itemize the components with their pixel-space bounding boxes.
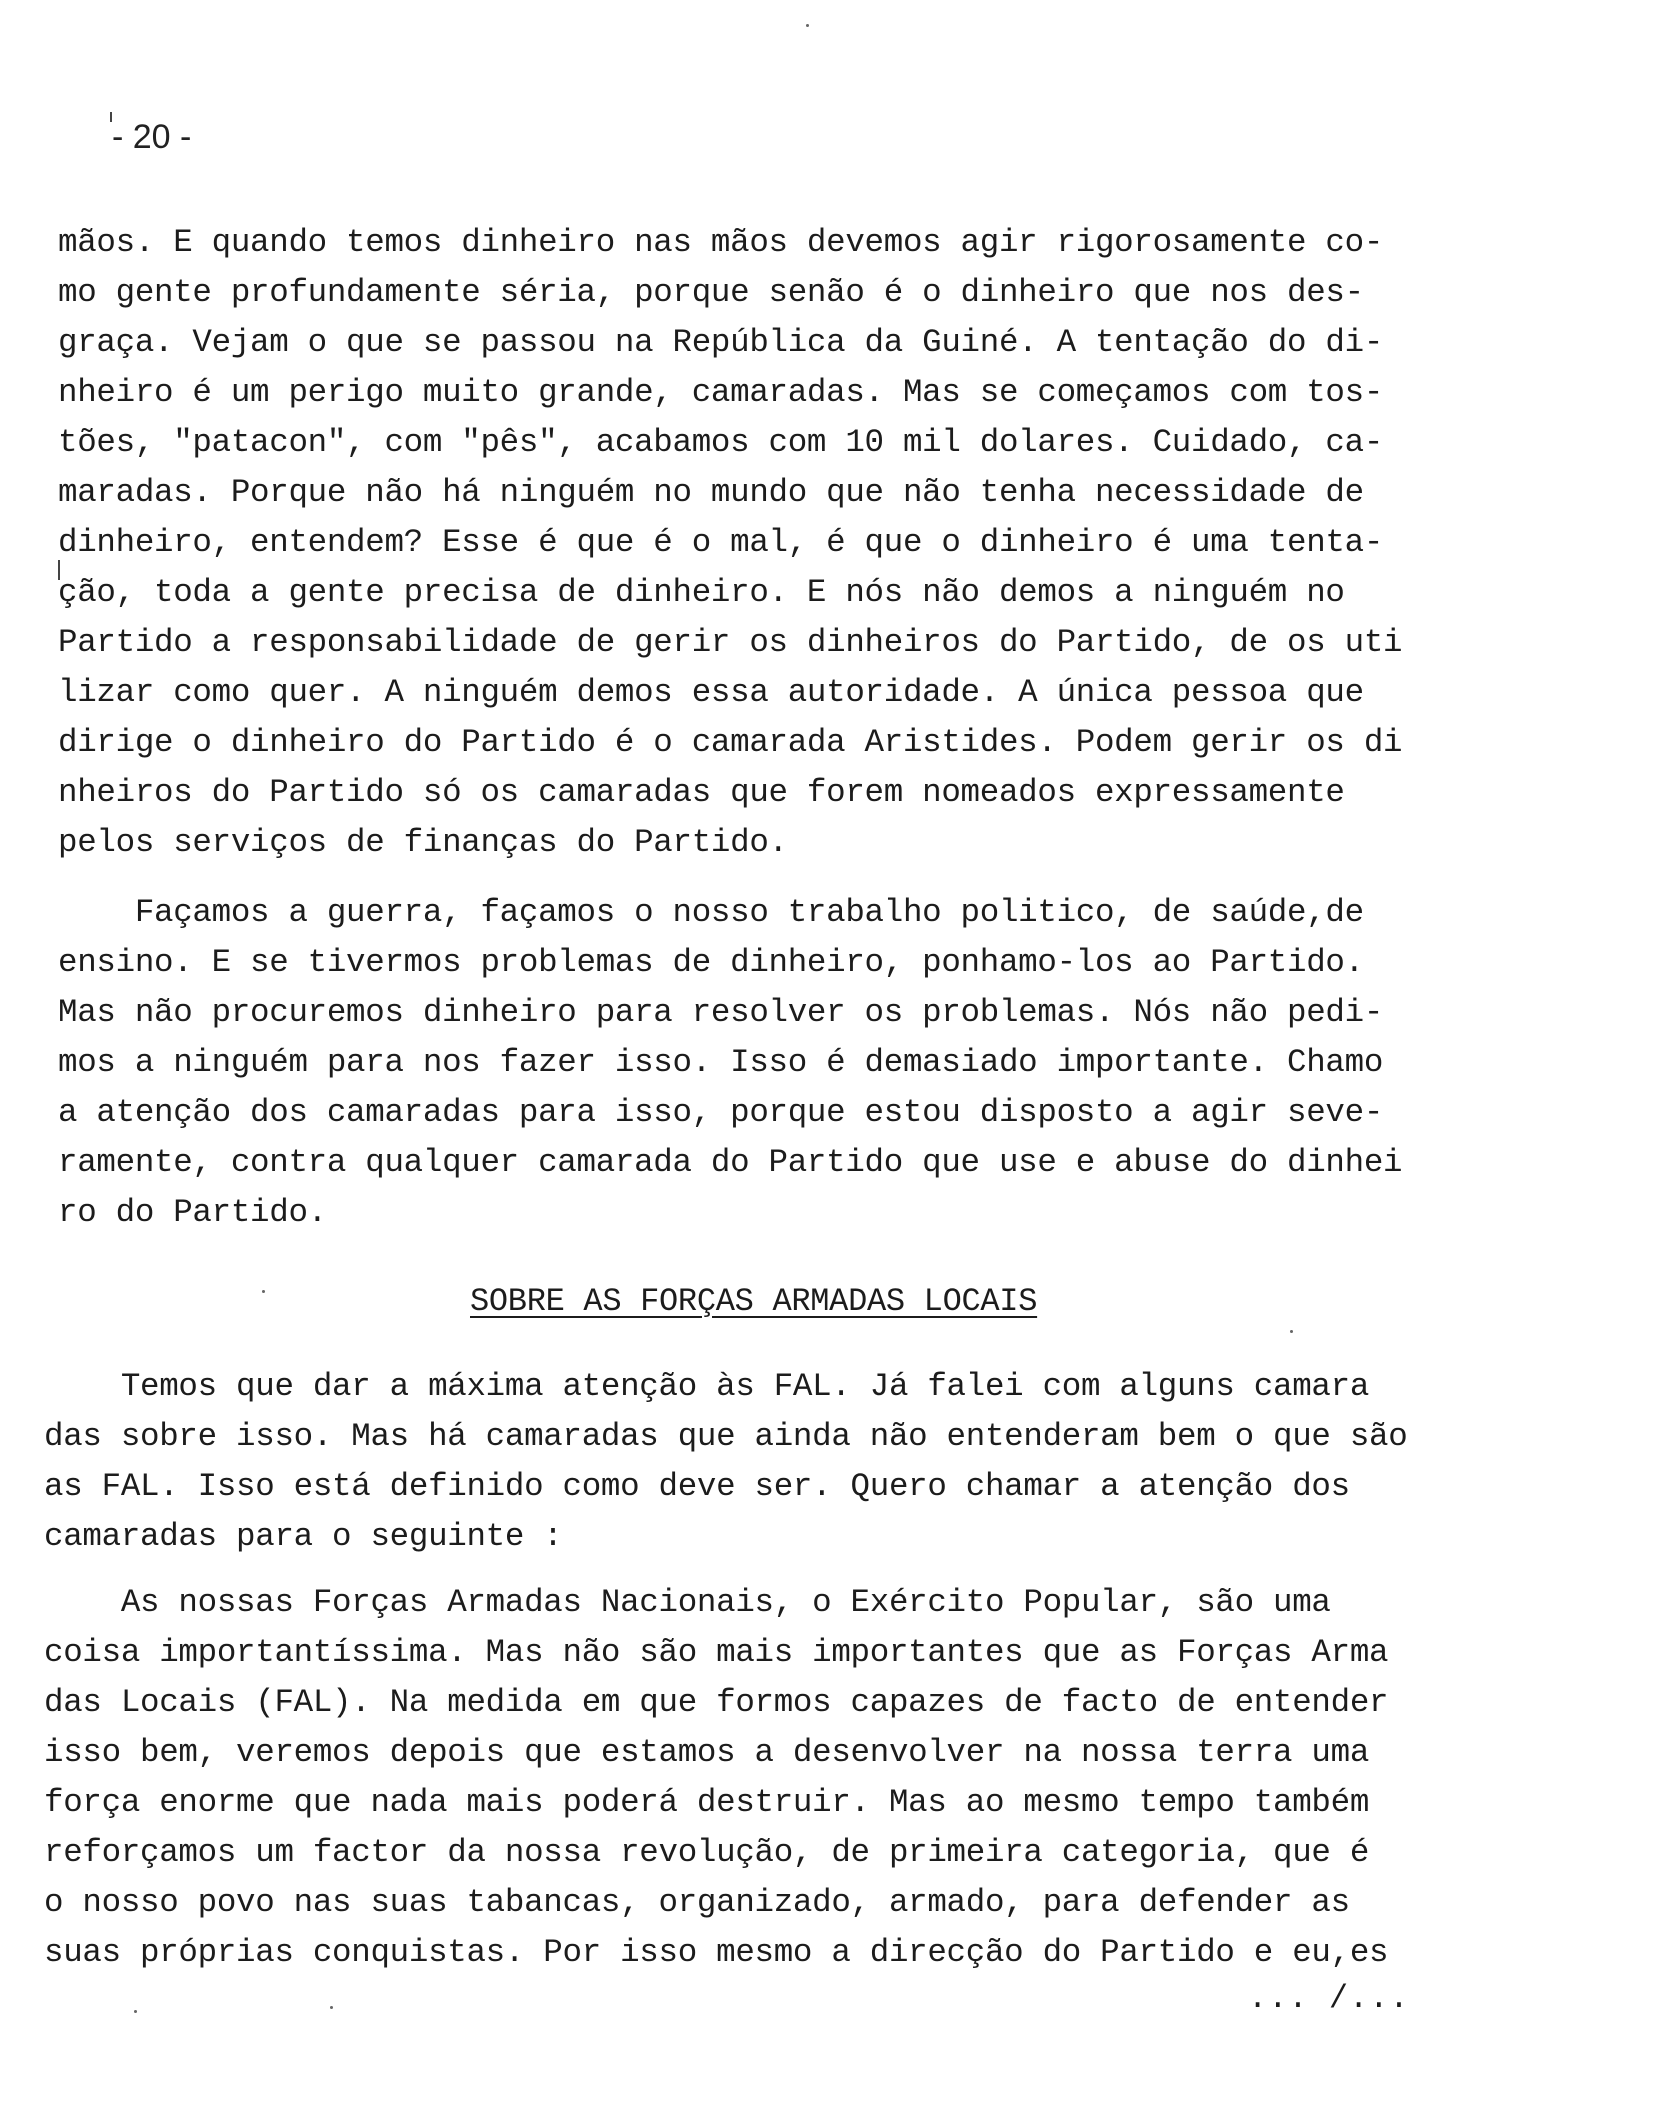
text-line: ro do Partido. [58,1194,327,1231]
paragraph-1 [58,218,1402,868]
text-line: maradas. Porque não há ninguém no mundo que não tenha necessidade de [58,474,1364,511]
text-line: nheiros do Partido só os camaradas que forem nomeados expressamente [58,774,1345,811]
text-line: graça. Vejam o que se passou na República da Guiné. A tentação do di- [58,324,1384,361]
page-number: - 20 - [112,118,192,156]
text-line: o nosso povo nas suas tabancas, organizado, armado, para defender as [44,1884,1350,1921]
text-line: dinheiro, entendem? Esse é que é o mal, é que o dinheiro é uma tenta- [58,524,1384,561]
speck [806,24,809,27]
text-line: Façamos a guerra, façamos o nosso trabalho politico, de saúde,de [58,894,1364,931]
text-line: ramente, contra qualquer camarada do Partido que use e abuse do dinhei [58,1144,1403,1181]
text-line: Temos que dar a máxima atenção às FAL. Já falei com alguns camara [44,1368,1370,1405]
text-line: coisa importantíssima. Mas não são mais importantes que as Forças Arma [44,1634,1389,1671]
text-line: ção, toda a gente precisa de dinheiro. E nós não demos a ninguém no [58,574,1345,611]
text-line: Partido a responsabilidade de gerir os dinheiros do Partido, de os uti [58,624,1403,661]
text-line: ensino. E se tivermos problemas de dinheiro, ponhamo-los ao Partido. [58,944,1364,981]
text-line: suas próprias conquistas. Por isso mesmo a direcção do Partido e eu,es [44,1934,1389,1971]
continuation-mark: ... /... [1248,1980,1410,2017]
text-line: lizar como quer. A ninguém demos essa autoridade. A única pessoa que [58,674,1364,711]
text-line: Mas não procuremos dinheiro para resolver os problemas. Nós não pedi- [58,994,1384,1031]
text-line: mos a ninguém para nos fazer isso. Isso é demasiado importante. Chamo [58,1044,1384,1081]
text-line: força enorme que nada mais poderá destruir. Mas ao mesmo tempo também [44,1784,1370,1821]
text-line: tões, "patacon", com "pês", acabamos com 10 mil dolares. Cuidado, ca- [58,424,1384,461]
text-line: a atenção dos camaradas para isso, porque estou disposto a agir seve- [58,1094,1384,1131]
speck [262,1290,265,1293]
text-line: das sobre isso. Mas há camaradas que ainda não entenderam bem o que são [44,1418,1408,1455]
text-line: mãos. E quando temos dinheiro nas mãos devemos agir rigorosamente co- [58,224,1384,261]
speck [330,2006,333,2009]
speck [1290,1330,1293,1333]
text-line: reforçamos um factor da nossa revolução, de primeira categoria, que é [44,1834,1370,1871]
text-line: isso bem, veremos depois que estamos a desenvolver na nossa terra uma [44,1734,1370,1771]
text-line: as FAL. Isso está definido como deve ser. Quero chamar a atenção dos [44,1468,1350,1505]
section-heading: SOBRE AS FORÇAS ARMADAS LOCAIS [470,1283,1038,1320]
text-line: pelos serviços de finanças do Partido. [58,824,788,861]
text-line: As nossas Forças Armadas Nacionais, o Exército Popular, são uma [44,1584,1331,1621]
text-line: dirige o dinheiro do Partido é o camarada Aristides. Podem gerir os di [58,724,1403,761]
paragraph-2 [58,888,1402,1238]
speck [134,2010,137,2013]
text-line: das Locais (FAL). Na medida em que formos capazes de facto de entender [44,1684,1389,1721]
text-line: nheiro é um perigo muito grande, camaradas. Mas se começamos com tos- [58,374,1384,411]
text-line: camaradas para o seguinte : [44,1518,563,1555]
paragraph-3 [44,1362,1407,1562]
text-line: mo gente profundamente séria, porque senão é o dinheiro que nos des- [58,274,1364,311]
paragraph-4 [44,1578,1388,1978]
